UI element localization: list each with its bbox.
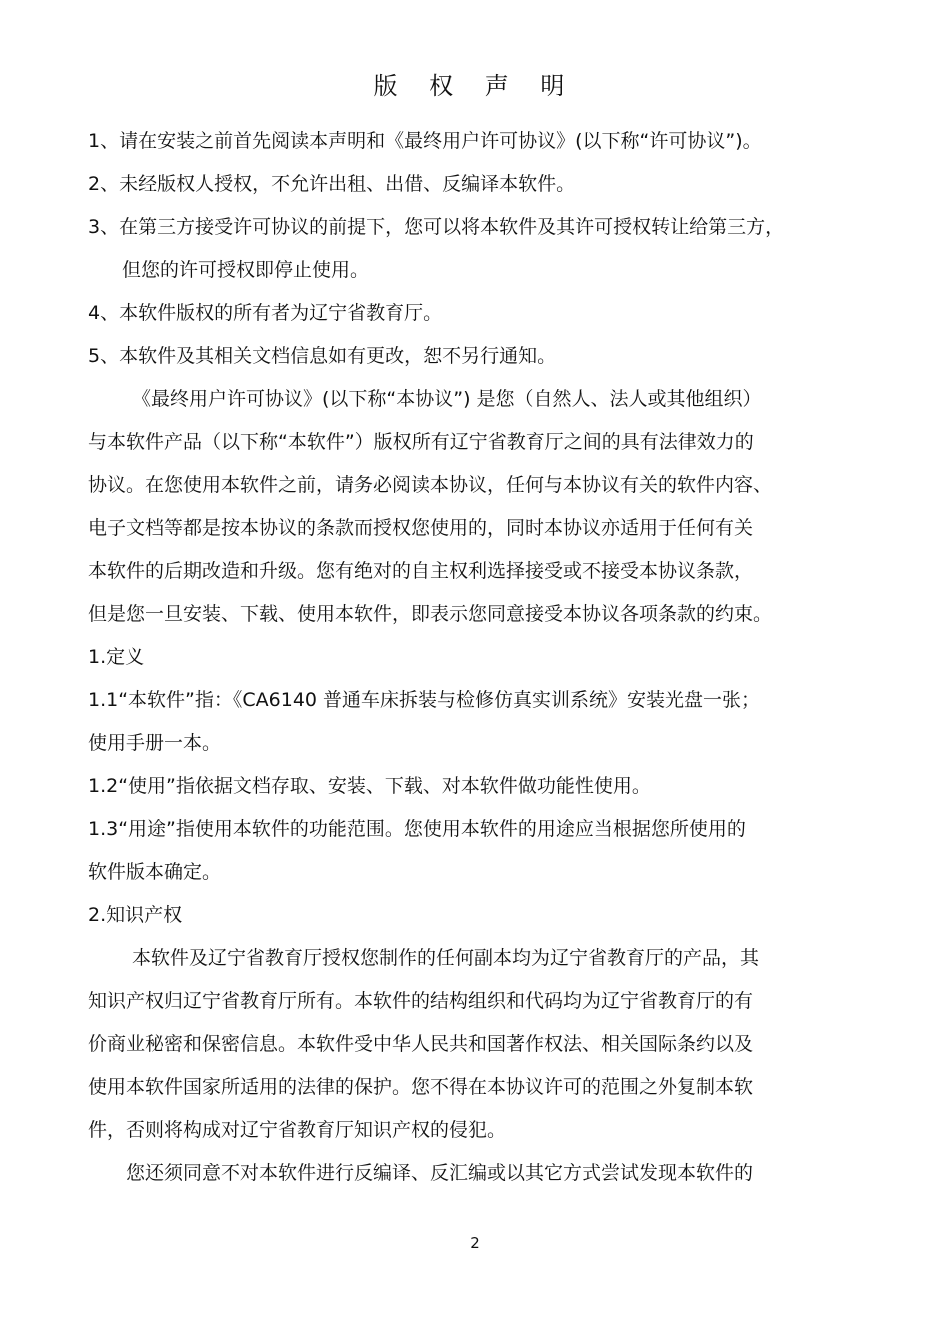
statement-item-1: 1、请在安装之前首先阅读本声明和《最终用户许可协议》(以下称“许可协议”)。 bbox=[88, 130, 762, 152]
agreement-intro-line: 与本软件产品（以下称“本软件”）版权所有辽宁省教育厅之间的具有法律效力的 bbox=[88, 431, 754, 453]
statement-item-3-continued: 但您的许可授权即停止使用。 bbox=[122, 259, 370, 281]
agreement-intro-line: 《最终用户许可协议》(以下称“本协议”) 是您（自然人、法人或其他组织） bbox=[132, 388, 762, 410]
section-1-line: 1.1“本软件”指：《CA6140 普通车床拆装与检修仿真实训系统》安装光盘一张； bbox=[88, 689, 761, 711]
section-2-line: 知识产权归辽宁省教育厅所有。本软件的结构组织和代码均为辽宁省教育厅的有 bbox=[88, 990, 754, 1012]
statement-item-2: 2、未经版权人授权，不允许出租、出借、反编译本软件。 bbox=[88, 173, 576, 195]
section-2-line: 使用本软件国家所适用的法律的保护。您不得在本协议许可的范围之外复制本软 bbox=[88, 1076, 754, 1098]
agreement-intro-line: 但是您一旦安装、下载、使用本软件，即表示您同意接受本协议各项条款的约束。 bbox=[88, 603, 773, 625]
statement-item-4: 4、本软件版权的所有者为辽宁省教育厅。 bbox=[88, 302, 443, 324]
statement-item-3: 3、在第三方接受许可协议的前提下，您可以将本软件及其许可授权转让给第三方， bbox=[88, 216, 785, 238]
statement-item-5: 5、本软件及其相关文档信息如有更改，恕不另行通知。 bbox=[88, 345, 557, 367]
agreement-intro-line: 协议。在您使用本软件之前，请务必阅读本协议，任何与本协议有关的软件内容、 bbox=[88, 474, 773, 496]
document-title: 版 权 声 明 bbox=[373, 72, 577, 100]
section-1-heading: 1.定义 bbox=[88, 646, 145, 668]
section-2-line: 价商业秘密和保密信息。本软件受中华人民共和国著作权法、相关国际条约以及 bbox=[88, 1033, 754, 1055]
page-number: 2 bbox=[470, 1234, 480, 1252]
agreement-intro-line: 电子文档等都是按本协议的条款而授权您使用的，同时本协议亦适用于任何有关 bbox=[88, 517, 754, 539]
section-2-line: 您还须同意不对本软件进行反编译、反汇编或以其它方式尝试发现本软件的 bbox=[126, 1162, 754, 1184]
section-2-line: 本软件及辽宁省教育厅授权您制作的任何副本均为辽宁省教育厅的产品，其 bbox=[132, 947, 760, 969]
section-2-heading: 2.知识产权 bbox=[88, 904, 183, 926]
section-2-line: 件，否则将构成对辽宁省教育厅知识产权的侵犯。 bbox=[88, 1119, 507, 1141]
section-1-line: 1.3“用途”指使用本软件的功能范围。您使用本软件的用途应当根据您所使用的 bbox=[88, 818, 746, 840]
section-1-line: 使用手册一本。 bbox=[88, 732, 222, 754]
section-1-line: 1.2“使用”指依据文档存取、安装、下载、对本软件做功能性使用。 bbox=[88, 775, 651, 797]
section-1-line: 软件版本确定。 bbox=[88, 861, 222, 883]
agreement-intro-line: 本软件的后期改造和升级。您有绝对的自主权利选择接受或不接受本协议条款， bbox=[88, 560, 754, 582]
